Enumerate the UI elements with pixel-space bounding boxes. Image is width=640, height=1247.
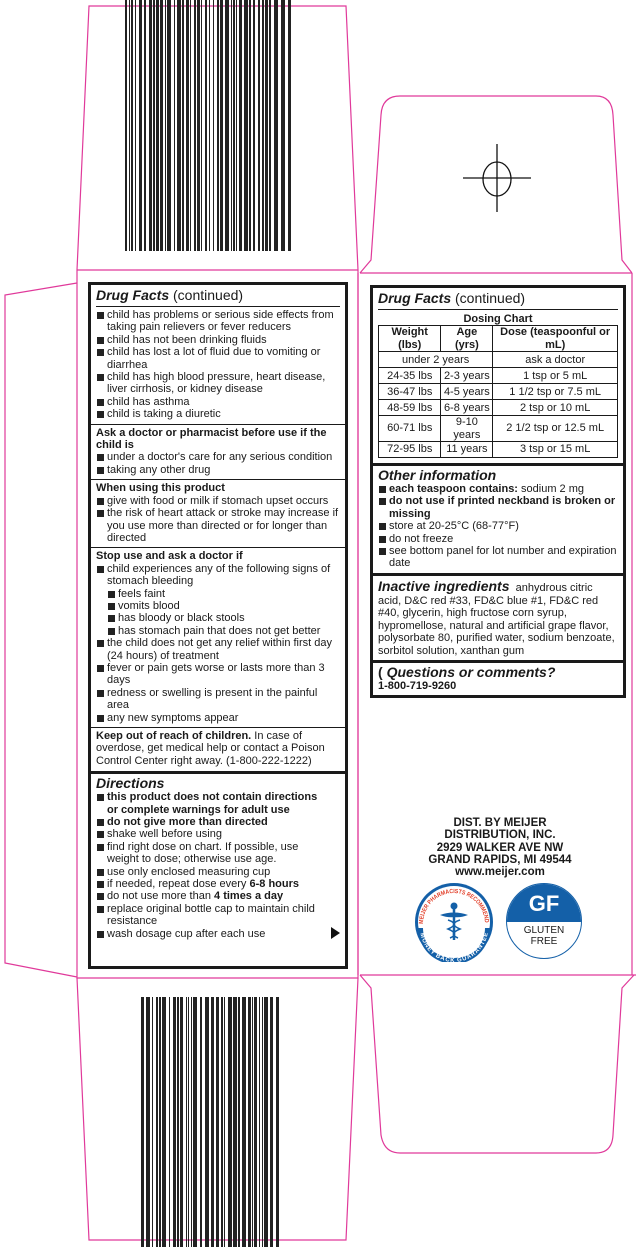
badge-bottom-text: MONEY BACK GUARANTEE [418, 932, 490, 962]
barcode-bar [209, 0, 210, 251]
keep-out-text: In case of overdose, get medical help or contact a Poison Control Center right away. (1-800-222-1222) [96, 730, 325, 767]
barcode-bar [191, 997, 192, 1247]
questions-phone: 1-800-719-9260 [378, 679, 457, 692]
barcode-bar [162, 997, 166, 1247]
questions-section [373, 660, 623, 695]
list-item-text: child has high blood pressure, heart disease, liver cirrhosis, or kidney disease [107, 371, 326, 396]
cell-dose: 1 tsp or 5 mL [493, 368, 618, 384]
list-item [96, 816, 326, 828]
barcode-bar [205, 997, 209, 1247]
cell-dose: 2 1/2 tsp or 12.5 mL [493, 416, 618, 442]
cell-weight: 72-95 lbs [379, 442, 441, 458]
barcode-bar [276, 997, 279, 1247]
barcode-bar [177, 0, 181, 251]
header-weight: Weight (lbs) [379, 326, 441, 352]
cell-dose: 2 tsp or 10 mL [493, 400, 618, 416]
when-using-section [91, 479, 345, 547]
list-item-text: child has asthma [107, 395, 190, 408]
barcode-bar [265, 0, 268, 251]
dosing-chart-caption: Dosing Chart [463, 313, 533, 325]
barcode-bar [253, 0, 255, 251]
barcode-bar [242, 997, 246, 1247]
list-item [96, 371, 340, 396]
directions-section [91, 771, 345, 944]
list-item [96, 890, 326, 902]
inactive-text: anhydrous citric acid, D&C red #33, FD&C blue #1, FD&C red #40, glycerin, high fructose corn syrup, hypromellose, natural and artificial grape flavor, polysorbate 80, purified water, sodium benzoate, sorbitol solution, xanthan gum [378, 581, 615, 657]
header-dose: Dose (teaspoonful or mL) [493, 326, 618, 352]
barcode-bar [139, 0, 142, 251]
distributor-website: www.meijer.com [455, 866, 545, 879]
cell-dose: 1 1/2 tsp or 7.5 mL [493, 384, 618, 400]
barcode-bar [244, 0, 248, 251]
cell-weight: 24-35 lbs [379, 368, 441, 384]
barcode-bar [160, 0, 163, 251]
list-item [96, 841, 326, 866]
list-item [107, 588, 340, 600]
gf-line2: FREE [530, 936, 558, 947]
list-item-text: do not use if printed neckband is broken or missing [389, 495, 616, 520]
table-row [379, 352, 618, 368]
registration-crosshair-icon [463, 144, 531, 212]
directions-wrap [96, 791, 340, 940]
list-item [96, 866, 326, 878]
badge-top-text: MEIJER PHARMACISTS RECOMMEND [418, 888, 490, 925]
barcode-bar [281, 0, 285, 251]
barcode-bar [182, 0, 184, 251]
other-info-section [373, 463, 623, 573]
list-item [96, 334, 340, 346]
list-item [96, 712, 340, 724]
barcode-bar [194, 0, 196, 251]
list-item-text: replace original bottle cap to maintain child resistance [107, 902, 315, 928]
keep-out-section [91, 727, 345, 771]
stop-use-list [96, 563, 340, 724]
list-item-text: has bloody or black stools [118, 612, 245, 625]
list-item [378, 495, 618, 520]
list-item [96, 687, 340, 712]
list-item-text: under a doctor's care for any serious condition [107, 451, 333, 464]
ask-doctor-section [91, 424, 345, 480]
barcode-bar [254, 997, 257, 1247]
list-item-text: give with food or milk if stomach upset occurs [107, 494, 329, 507]
barcode-bar [174, 0, 175, 251]
barcode-bar [144, 0, 146, 251]
barcode-bar [269, 0, 271, 251]
ask-doctor-heading: Ask a doctor or pharmacist before use if the child is [96, 426, 327, 452]
drug-facts-title [96, 287, 340, 307]
gluten-free-badge [506, 883, 582, 959]
barcode-bar [217, 0, 219, 251]
barcode-bar [169, 997, 170, 1247]
barcode-bar [165, 0, 166, 251]
directions-list [96, 791, 326, 940]
barcode-bar [238, 997, 240, 1247]
barcode-bar [262, 0, 264, 251]
drug-facts-right-panel [370, 285, 626, 698]
list-item [96, 451, 340, 463]
barcode-bar [167, 0, 171, 251]
list-item [96, 903, 326, 928]
barcode-bottom [141, 997, 279, 1247]
phone-icon: ( [378, 663, 383, 680]
barcode-bar [141, 997, 144, 1247]
table-row [379, 384, 618, 400]
list-item-text: child is taking a diuretic [107, 408, 221, 421]
barcode-bar [201, 0, 202, 251]
list-item-text: vomits blood [118, 599, 180, 612]
cell-age: 6-8 years [441, 400, 493, 416]
questions-heading: Questions or comments? [386, 663, 556, 680]
list-item [107, 600, 340, 612]
barcode-bar [264, 997, 268, 1247]
header-age: Age (yrs) [441, 326, 493, 352]
barcode-bar [186, 997, 187, 1247]
drug-facts-left-panel [88, 282, 348, 969]
barcode-top [125, 0, 291, 251]
stop-use-heading: Stop use and ask a doctor if [96, 550, 243, 563]
barcode-bar [221, 997, 223, 1247]
list-item [378, 520, 618, 532]
list-item-text: see bottom panel for lot number and expiration date [389, 545, 617, 570]
drug-facts-title [378, 290, 618, 310]
list-item [378, 483, 618, 495]
list-item-text: this product does not contain directions or complete warnings for adult use [107, 791, 318, 816]
list-item-text: sodium 2 mg [517, 483, 585, 496]
gf-line1: GLUTEN [523, 925, 565, 936]
barcode-bar [239, 0, 242, 251]
cell-age: 4-5 years [441, 384, 493, 400]
keep-out-heading: Keep out of reach of children. [96, 730, 252, 742]
list-item-text: 4 times a day [214, 890, 284, 903]
warnings-list [96, 309, 340, 421]
dosing-section [373, 288, 623, 463]
list-item-text: child experiences any of the following signs of stomach bleeding [107, 562, 331, 588]
title-text: Drug Facts [96, 287, 170, 303]
stop-use-section [91, 547, 345, 727]
barcode-bar [211, 997, 214, 1247]
barcode-bar [220, 0, 223, 251]
barcode-bar [125, 0, 127, 251]
list-item-text: do not freeze [389, 532, 454, 545]
list-item [96, 878, 326, 890]
barcode-bar [146, 997, 150, 1247]
barcode-bar [186, 0, 189, 251]
barcode-bar [259, 997, 260, 1247]
barcode-bar [197, 0, 200, 251]
ask-doctor-list [96, 451, 340, 476]
list-item [96, 346, 340, 371]
barcode-bar [274, 0, 278, 251]
list-item [378, 545, 618, 570]
list-item [96, 464, 340, 476]
barcode-bar [213, 0, 214, 251]
list-item-text: the child does not get any relief within first day (24 hours) of treatment [107, 637, 333, 662]
table-row [379, 400, 618, 416]
distributor-line: DIST. BY MEIJER [453, 817, 547, 829]
barcode-bar [190, 0, 191, 251]
pharmacist-recommend-badge [414, 882, 494, 962]
list-item [96, 791, 326, 816]
list-item [96, 563, 340, 588]
barcode-bar [236, 0, 237, 251]
cell-weight: 60-71 lbs [379, 416, 441, 442]
barcode-bar [231, 0, 232, 251]
distributor-line: GRAND RAPIDS, MI 49544 [428, 853, 572, 866]
list-item [96, 396, 340, 408]
other-info-heading: Other information [378, 467, 497, 484]
list-item-text: feels faint [118, 587, 166, 600]
barcode-bar [200, 997, 202, 1247]
list-item-text: has stomach pain that does not get better [118, 624, 321, 637]
list-item [96, 408, 340, 420]
list-item [96, 928, 326, 940]
list-item [96, 637, 340, 662]
list-item-text: taking any other drug [107, 463, 211, 476]
barcode-bar [152, 997, 153, 1247]
barcode-bar [129, 0, 130, 251]
list-item [96, 662, 340, 687]
barcode-bar [288, 0, 291, 251]
barcode-bar [131, 0, 133, 251]
continue-arrow-icon [331, 927, 340, 939]
when-using-list [96, 495, 340, 545]
inactive-section [373, 573, 623, 660]
barcode-bar [177, 997, 179, 1247]
list-item-text: child has problems or serious side effects from taking pain relievers or fever reducers [107, 309, 334, 334]
cell-age: 9-10 years [441, 416, 493, 442]
list-item [107, 625, 340, 637]
distributor-line: DISTRIBUTION, INC. [444, 829, 556, 842]
cell-dose: ask a doctor [493, 352, 618, 368]
list-item [96, 495, 340, 507]
list-item-text: wash dosage cup after each use [107, 927, 266, 940]
list-item [96, 828, 326, 840]
list-item [107, 612, 340, 624]
barcode-bar [270, 997, 273, 1247]
barcode-bar [205, 0, 207, 251]
barcode-bar [228, 997, 232, 1247]
barcode-bar [173, 997, 176, 1247]
barcode-bar [248, 997, 251, 1247]
list-item-text: child has not been drinking fluids [107, 333, 267, 346]
barcode-bar [180, 997, 183, 1247]
title-suffix: (continued) [455, 290, 526, 306]
barcode-bar [262, 997, 263, 1247]
list-item [378, 533, 618, 545]
warnings-section [91, 285, 345, 424]
cell-age: 11 years [441, 442, 493, 458]
cell-dose: 3 tsp or 15 mL [493, 442, 618, 458]
title-suffix: (continued) [173, 287, 244, 303]
list-item-text: child has lost a lot of fluid due to vomiting or diarrhea [107, 346, 321, 371]
inactive-heading: Inactive ingredients [378, 577, 510, 594]
table-row [379, 442, 618, 458]
barcode-bar [188, 997, 189, 1247]
barcode-bar [225, 0, 229, 251]
list-item-text: do not give more than directed [107, 816, 268, 829]
table-row [379, 416, 618, 442]
title-text: Drug Facts [378, 290, 452, 306]
barcode-bar [258, 0, 260, 251]
barcode-bar [156, 997, 158, 1247]
list-item-text: shake well before using [107, 828, 222, 841]
barcode-bar [153, 0, 155, 251]
distributor-block [400, 817, 600, 878]
list-item [96, 309, 340, 334]
barcode-bar [159, 997, 161, 1247]
distributor-line: 2929 WALKER AVE NW [436, 841, 564, 854]
barcode-bar [233, 0, 235, 251]
list-item-text: redness or swelling is present in the painful area [107, 686, 318, 712]
list-item-text: use only enclosed measuring cup [107, 865, 271, 878]
list-item [96, 507, 340, 544]
barcode-bar [252, 997, 253, 1247]
barcode-bar [193, 997, 197, 1247]
list-item-text: the risk of heart attack or stroke may increase if you use more than directed or for longer than directed [107, 507, 339, 544]
other-info-list [378, 483, 618, 570]
dosing-chart-table [378, 325, 618, 458]
list-item-text: if needed, repeat dose every [107, 878, 250, 891]
list-item-text: store at 20-25°C (68-77°F) [389, 520, 519, 533]
list-item-text: find right dose on chart. If possible, use weight to dose; otherwise use age. [107, 840, 299, 866]
list-item-text: do not use more than [107, 890, 215, 903]
barcode-bar [233, 997, 237, 1247]
list-item-text: fever or pain gets worse or lasts more than 3 days [107, 661, 325, 687]
cell-age: 2-3 years [441, 368, 493, 384]
cell-weight: 48-59 lbs [379, 400, 441, 416]
barcode-bar [135, 0, 136, 251]
gf-top: GF [507, 884, 581, 922]
barcode-bar [224, 997, 225, 1247]
list-item-text: 6-8 hours [249, 878, 299, 891]
list-item-text: each teaspoon contains: [389, 483, 518, 496]
cell-age: under 2 years [379, 352, 493, 368]
list-item-text: any new symptoms appear [107, 711, 239, 724]
barcode-bar [249, 0, 251, 251]
cell-weight: 36-47 lbs [379, 384, 441, 400]
when-using-heading: When using this product [96, 482, 225, 495]
barcode-bar [149, 0, 152, 251]
table-row [379, 368, 618, 384]
barcode-bar [156, 0, 159, 251]
directions-heading: Directions [96, 775, 165, 792]
barcode-bar [216, 997, 219, 1247]
